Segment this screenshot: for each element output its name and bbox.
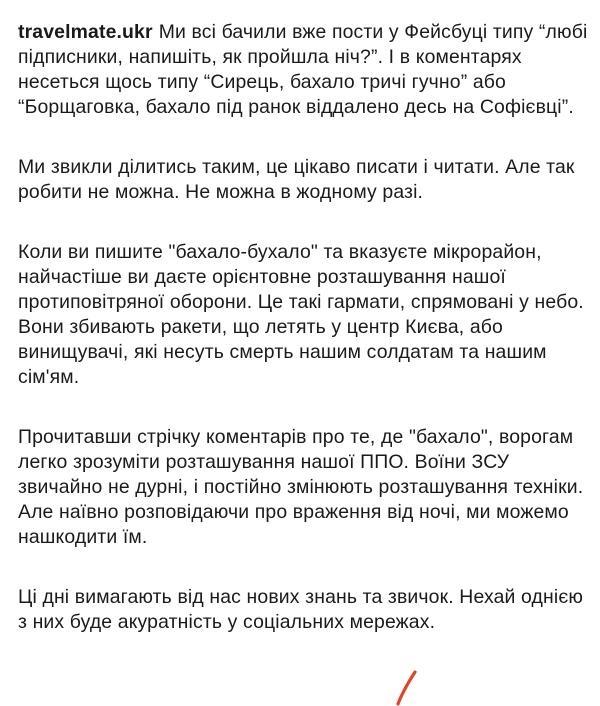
caption-paragraph-2: Ми звикли ділитись таким, це цікаво писати і читати. Але так робити не можна. Не можна в жодному разі. — [18, 156, 575, 203]
red-pen-stroke-icon — [388, 666, 428, 706]
caption-paragraph-5: Ці дні вимагають від нас нових знань та звичок. Нехай однією з них буде акуратність у соціальних мережах. — [18, 586, 584, 633]
caption-paragraph-4: Прочитавши стрічку коментарів про те, де "бахало", ворогам легко зрозуміти розташування нашої ППО. Воїни ЗСУ звичайно не дурні, і постійно змінюють розташування техніки. Але наївно розповідаючи про враження від ночі, ми можемо нашкодити їм. — [18, 426, 584, 548]
caption-paragraph-1 — [18, 20, 590, 120]
username-link[interactable]: travelmate.ukr — [18, 21, 153, 43]
caption-paragraph-3: Коли ви пишите "бахало-бухало" та вказуєте мікрорайон, найчастіше ви даєте орієнтовне розташування нашої протиповітряної оборони. Це такі гармати, спрямовані у небо. Вони збивають ракети, що летять у центр Києва, або винищувачі, які несуть смерть нашим солдатам та нашим сім'ям. — [18, 241, 584, 388]
post-caption — [18, 20, 590, 670]
caption-text-1: Ми всі бачили вже пости у Фейсбуці типу “любі підписники, напишіть, як пройшла ніч?”. І в коментарях несеться щось типу “Сирець, бахало тричі гучно” або “Борщаговка, бахало під ранок віддалено десь на Софієвці”. — [18, 21, 588, 118]
